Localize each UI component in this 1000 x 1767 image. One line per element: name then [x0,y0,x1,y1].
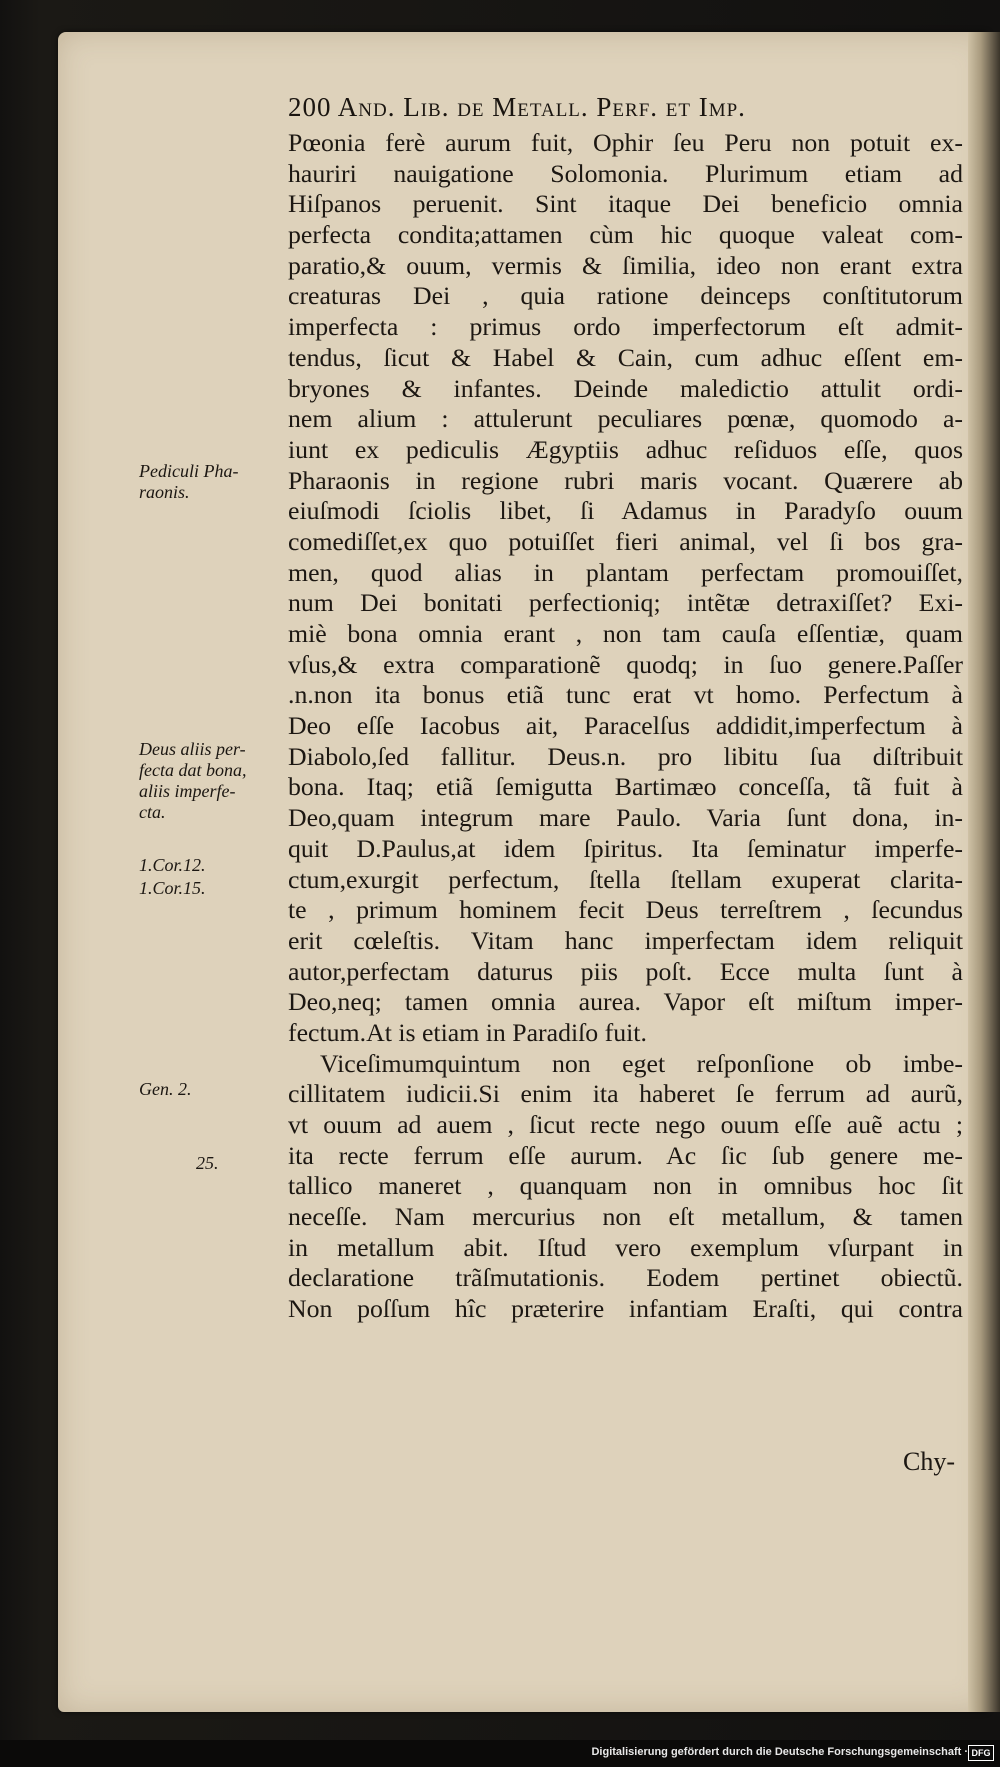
text-line: Pœonia ferè aurum fuit, Ophir ſeu Peru non potuit ex- [288,128,963,157]
margin-note-number: 25. [196,1153,219,1173]
margin-note-line: Pediculi Pha- [139,461,239,481]
text-line: iunt ex pediculis Ægyptiis adhuc reſiduos eſſe, quos [288,434,963,464]
text-line: ctum,exurgit perfectum, ſtella ſtellam exuperat clarita- [288,864,963,894]
body-text [288,128,963,1325]
text-line: perfecta condita;attamen cùm hic quoque valeat com- [288,220,963,250]
text-line: .n.non ita bonus etiã tunc erat vt homo. Perfectum à [288,680,963,710]
dfg-logo: DFG [968,1745,994,1761]
margin-note-gen: Gen. 2. [139,1079,192,1099]
margin-note-line: raonis. [139,482,190,502]
margin-note-line: aliis imperfe- [139,781,236,801]
text-line: ita recte ferrum eſſe aurum. Ac ſic ſub genere me- [288,1140,963,1170]
text-line: Viceſimumquintum non eget reſponſione ob imbe- [320,1048,963,1078]
footer-credit: Digitalisierung gefördert durch die Deutsche Forschungsgemeinschaft · [591,1746,968,1758]
text-line: bona. Itaq; etiã ſemigutta Bartimæo conceſſa, tã fuit à [288,772,963,802]
text-line: creaturas Dei , quia ratione deinceps conſtitutorum [288,281,963,311]
text-line: comediſſet,ex quo potuiſſet fieri animal, vel ſi bos gra- [288,526,963,556]
text-line: autor,perfectam daturus piis poſt. Ecce multa ſunt à [288,956,963,986]
text-line: tendus, ſicut & Habel & Cain, cum adhuc eſſent em- [288,342,963,372]
margin-note-line: fecta dat bona, [139,760,247,780]
margin-note-cor15: 1.Cor.15. [139,878,206,898]
text-line: eiuſmodi ſciolis libet, ſi Adamus in Paradyſo ouum [288,496,963,526]
page-edge [968,32,1000,1712]
text-line: paratio,& ouum, vermis & ſimilia, ideo non erant extra [288,250,963,280]
margin-note-cor12: 1.Cor.12. [139,855,206,875]
catchword: Chy- [903,1447,955,1476]
text-line: erit cœleſtis. Vitam hanc imperfectam idem reliquit [288,925,963,955]
text-line: neceſſe. Nam mercurius non eſt metallum, & tamen [288,1202,963,1232]
text-line: bryones & infantes. Deinde maledictio attulit ordi- [288,373,963,403]
text-line: imperfecta : primus ordo imperfectorum eſt admit- [288,312,963,342]
text-line: nem alium : attulerunt peculiares pœnæ, quomodo a- [288,404,963,434]
text-line: men, quod alias in plantam perfectam promouiſſet, [288,557,963,587]
margin-note-deus [139,739,246,823]
text-line: Diabolo,ſed fallitur. Deus.n. pro libitu ſua diſtribuit [288,741,963,771]
text-line: Hiſpanos peruenit. Sint itaque Dei beneficio omnia [288,189,963,219]
text-line: te , primum hominem fecit Deus terreſtrem , ſecundus [288,895,963,925]
margin-note-line: cta. [139,802,166,822]
text-line: Deo,quam integrum mare Paulo. Varia ſunt dona, in- [288,803,963,833]
running-head: 200 And. Lib. de Metall. Perf. et Imp. [288,92,746,122]
text-line: tallico maneret , quanquam non in omnibus hoc ſit [288,1171,963,1201]
text-line: fectum.At is etiam in Paradiſo fuit. [288,1017,647,1047]
text-line: num Dei bonitati perfectioniq; intẽtæ detraxiſſet? Exi- [288,588,963,618]
text-line: vſus,& extra comparationẽ quodq; in ſuo genere.Paſſer [288,649,963,679]
margin-note-pediculi [139,461,238,503]
text-line: cillitatem iudicii.Si enim ita haberet ſe ferrum ad aurũ, [288,1079,963,1109]
text-line: in metallum abit. Iſtud vero exemplum vſurpant in [288,1232,963,1262]
text-line: declaratione trãſmutationis. Eodem pertinet obiectũ. [288,1263,963,1293]
text-line: miè bona omnia erant , non tam cauſa eſſentiæ, quam [288,619,963,648]
text-line: Deo eſſe Iacobus ait, Paracelſus addidit,imperfectum à [288,711,963,741]
text-line: vt ouum ad auem , ſicut recte nego ouum eſſe auẽ actu ; [288,1110,963,1139]
text-line: quit D.Paulus,at idem ſpiritus. Ita ſeminatur imperfe- [288,833,963,863]
text-line: hauriri nauigatione Solomonia. Plurimum etiam ad [288,158,963,188]
text-line: Pharaonis in regione rubri maris vocant. Quærere ab [288,465,963,495]
margin-note-line: Deus aliis per- [139,739,246,759]
text-line: Non poſſum hîc præterire infantiam Eraſti, qui contra [288,1294,963,1324]
text-line: Deo,neq; tamen omnia aurea. Vapor eſt miſtum imper- [288,987,963,1017]
